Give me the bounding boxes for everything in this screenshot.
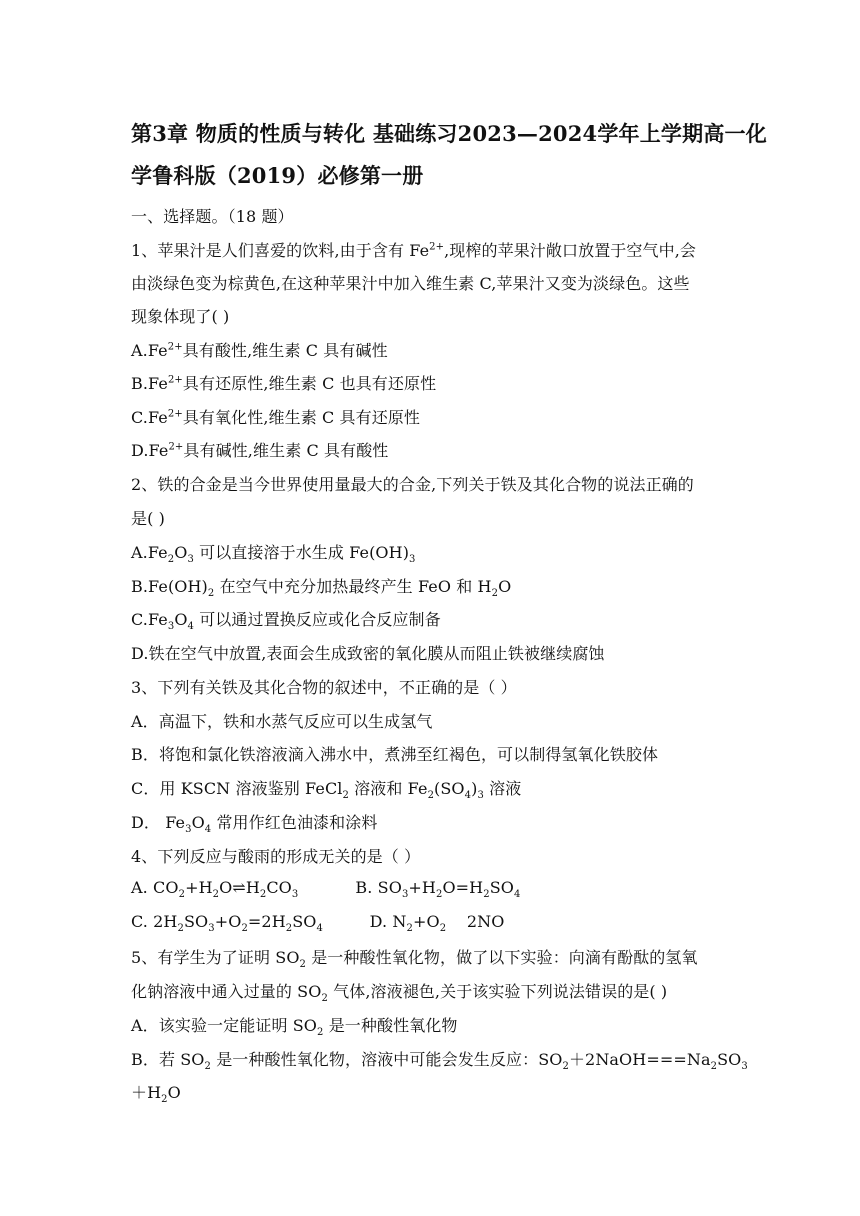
q5-option-a: A．该实验一定能证明 $SO_2$ 是一种酸性氧化物 xyxy=(131,1016,458,1039)
q1-option-c: $C.Fe^{2+}$具有氧化性,维生素 C 具有还原性 xyxy=(131,408,421,427)
section-heading: 一、选择题。（18 题） xyxy=(131,207,294,226)
q2-option-b: $B.Fe(OH)_2$ 在空气中充分加热最终产生 FeO 和 $H_2O$ xyxy=(131,577,512,600)
q3-option-a: A．高温下，铁和水蒸气反应可以生成氢气 xyxy=(131,712,433,731)
q1-stem-line-1: 1、苹果汁是人们喜爱的饮料,由于含有 $Fe^{2+}$,现榨的苹果汁敞口放置于空气中,会 xyxy=(131,241,696,260)
q1-stem-line-2: 由淡绿色变为棕黄色,在这种苹果汁中加入维生素 C,苹果汁又变为淡绿色。这些 xyxy=(131,274,690,293)
q3-stem: 3、下列有关铁及其化合物的叙述中，不正确的是（ ） xyxy=(131,678,517,697)
q5-stem-line-1: 5、有学生为了证明 $SO_2$ 是一种酸性氧化物，做了以下实验：向滴有酚酞的氢氧 xyxy=(131,948,698,971)
q3-option-b: B．将饱和氯化铁溶液滴入沸水中，煮沸至红褐色，可以制得氢氧化铁胶体 xyxy=(131,745,659,764)
q1-stem-line-3: 现象体现了( ) xyxy=(131,307,230,326)
document-title-line-1: 第3章 物质的性质与转化 基础练习2023—2024学年上学期高一化 xyxy=(131,121,767,146)
q2-option-d: D.铁在空气中放置,表面会生成致密的氧化膜从而阻止铁被继续腐蚀 xyxy=(131,644,605,663)
q4-options-ab: A. $CO_2+H_2O\rightleftharpoons H_2CO_3$ B. $SO_3+H_2O=H_2SO_4$ xyxy=(131,878,521,901)
q3-option-c: C．用 KSCN 溶液鉴别 FeCl$_2$ 溶液和 $Fe_2(SO_4)_3$ 溶液 xyxy=(131,779,522,802)
q1-option-a: $A.Fe^{2+}$具有酸性,维生素 C 具有碱性 xyxy=(131,341,388,360)
q5-option-b-continued: $+H_2O$ xyxy=(131,1083,181,1106)
q3-option-d: D． $Fe_3O_4$ 常用作红色油漆和涂料 xyxy=(131,813,378,836)
q5-option-b: B．若 $SO_2$ 是一种酸性氧化物，溶液中可能会发生反应：$SO_2+2NaOH===Na_2SO_3$ xyxy=(131,1050,748,1073)
q1-option-b: $B.Fe^{2+}$具有还原性,维生素 C 也具有还原性 xyxy=(131,374,437,393)
q4-options-cd: C. $2H_2SO_3+O_2=2H_2SO_4$ D. $N_2+O_2$ 2NO xyxy=(131,912,505,935)
document-title-line-2: 学鲁科版（2019）必修第一册 xyxy=(131,163,424,188)
q2-stem-line-1: 2、铁的合金是当今世界使用量最大的合金,下列关于铁及其化合物的说法正确的 xyxy=(131,475,694,494)
q5-stem-line-2: 化钠溶液中通入过量的 $SO_2$ 气体,溶液褪色,关于该实验下列说法错误的是( ) xyxy=(131,982,668,1005)
q2-option-a: $A.Fe_2O_3$ 可以直接溶于水生成 $Fe(OH)_3$ xyxy=(131,543,416,566)
q2-option-c: $C.Fe_3O_4$ 可以通过置换反应或化合反应制备 xyxy=(131,610,441,633)
q1-option-d: $D.Fe^{2+}$具有碱性,维生素 C 具有酸性 xyxy=(131,441,389,460)
q4-stem: 4、下列反应与酸雨的形成无关的是（ ） xyxy=(131,847,421,866)
q2-stem-line-2: 是( ) xyxy=(131,509,165,528)
